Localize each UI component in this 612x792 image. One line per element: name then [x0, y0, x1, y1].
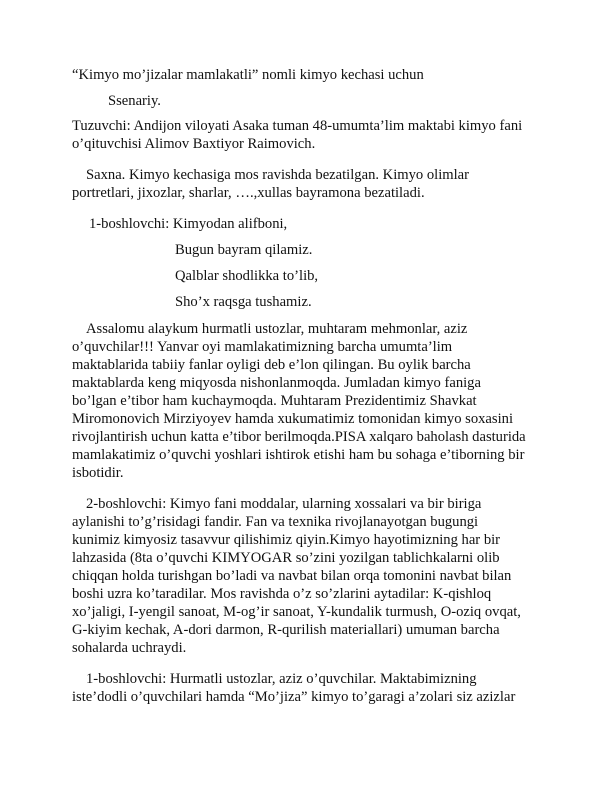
stage-description-line: portretlari, jixozlar, sharlar, ….,xullas bayramona bezatiladi.	[72, 185, 425, 201]
poem-line: Sho’x raqsga tushamiz.	[175, 294, 312, 310]
paragraph-line: boshi uzra ko’taradilar. Mos ravishda o’z so’zlarini aytadilar: K-qishloq	[72, 586, 492, 602]
paragraph-line: Assalomu alaykum hurmatli ustozlar, muhtaram mehmonlar, aziz	[86, 321, 468, 337]
paragraph-line: maktablarda keng miqyosda nishonlanmoqda. Jumladan kimyo faniga	[72, 375, 481, 391]
paragraph-line: lahzasida (8ta o’quvchi KIMYOGAR so’zini yozilgan tablichkalarni olib	[72, 550, 500, 566]
paragraph-line: mamlakatimiz o’quvchi yoshlari ishtirok etishi ham bu sohaga e’tiborning bir	[72, 447, 525, 463]
paragraph-line: iste’dodli o’quvchilari hamda “Mo’jiza” kimyo to’garagi a’zolari siz azizlar	[72, 689, 516, 705]
paragraph-line: rivojlantirish uchun katta e’tibor berilmoqda.PISA xalqaro baholash dasturida	[72, 429, 526, 445]
paragraph-line: o’quvchilar!!! Yanvar oyi mamlakatimizning barcha umumta’lim	[72, 339, 453, 355]
paragraph-line: bo’lgan e’tibor ham kuchaymoqda. Muhtaram Prezidentimiz Shavkat	[72, 393, 477, 409]
poem-line: Qalblar shodlikka to’lib,	[175, 268, 319, 284]
author-line: o’qituvchisi Alimov Baxtiyor Raimovich.	[72, 136, 316, 152]
paragraph-line: aylanishi to’g’risidagi fandir. Fan va texnika rivojlanayotgan bugungi	[72, 514, 479, 530]
document-subtitle: Ssenariy.	[108, 93, 161, 109]
paragraph-line: xo’jaligi, I-yengil sanoat, M-og’ir sanoat, Y-kundalik turmush, O-oziq ovqat,	[72, 604, 521, 620]
paragraph-line: sohalarda uchraydi.	[72, 640, 187, 656]
paragraph-line: G-kiyim kechak, A-dori darmon, R-qurilish materiallari) umuman barcha	[72, 622, 500, 638]
paragraph-line: Miromonovich Mirziyoyev hamda xukumatimiz tomonidan kimyo soxasini	[72, 411, 513, 427]
poem-line: 1-boshlovchi: Kimyodan alifboni,	[89, 216, 288, 232]
stage-description-line: Saxna. Kimyo kechasiga mos ravishda bezatilgan. Kimyo olimlar	[86, 167, 469, 183]
paragraph-line: 2-boshlovchi: Kimyo fani moddalar, ularning xossalari va bir biriga	[86, 496, 482, 512]
poem-line: Bugun bayram qilamiz.	[175, 242, 313, 258]
author-line: Tuzuvchi: Andijon viloyati Asaka tuman 48-umumta’lim maktabi kimyo fani	[72, 118, 523, 134]
paragraph-line: isbotidir.	[72, 465, 124, 481]
paragraph-line: maktablarida tabiiy fanlar oyligi deb e’lon qilingan. Bu oylik barcha	[72, 357, 471, 373]
document-title: “Kimyo mo’jizalar mamlakatli” nomli kimyo kechasi uchun	[72, 67, 424, 83]
paragraph-line: kunimiz kimyosiz tasavvur qilishimiz qiyin.Kimyo hayotimizning har bir	[72, 532, 501, 548]
paragraph-line: chiqqan holda turishgan bo’ladi va navbat bilan orqa tomonini navbat bilan	[72, 568, 512, 584]
paragraph-line: 1-boshlovchi: Hurmatli ustozlar, aziz o’quvchilar. Maktabimizning	[86, 671, 477, 687]
